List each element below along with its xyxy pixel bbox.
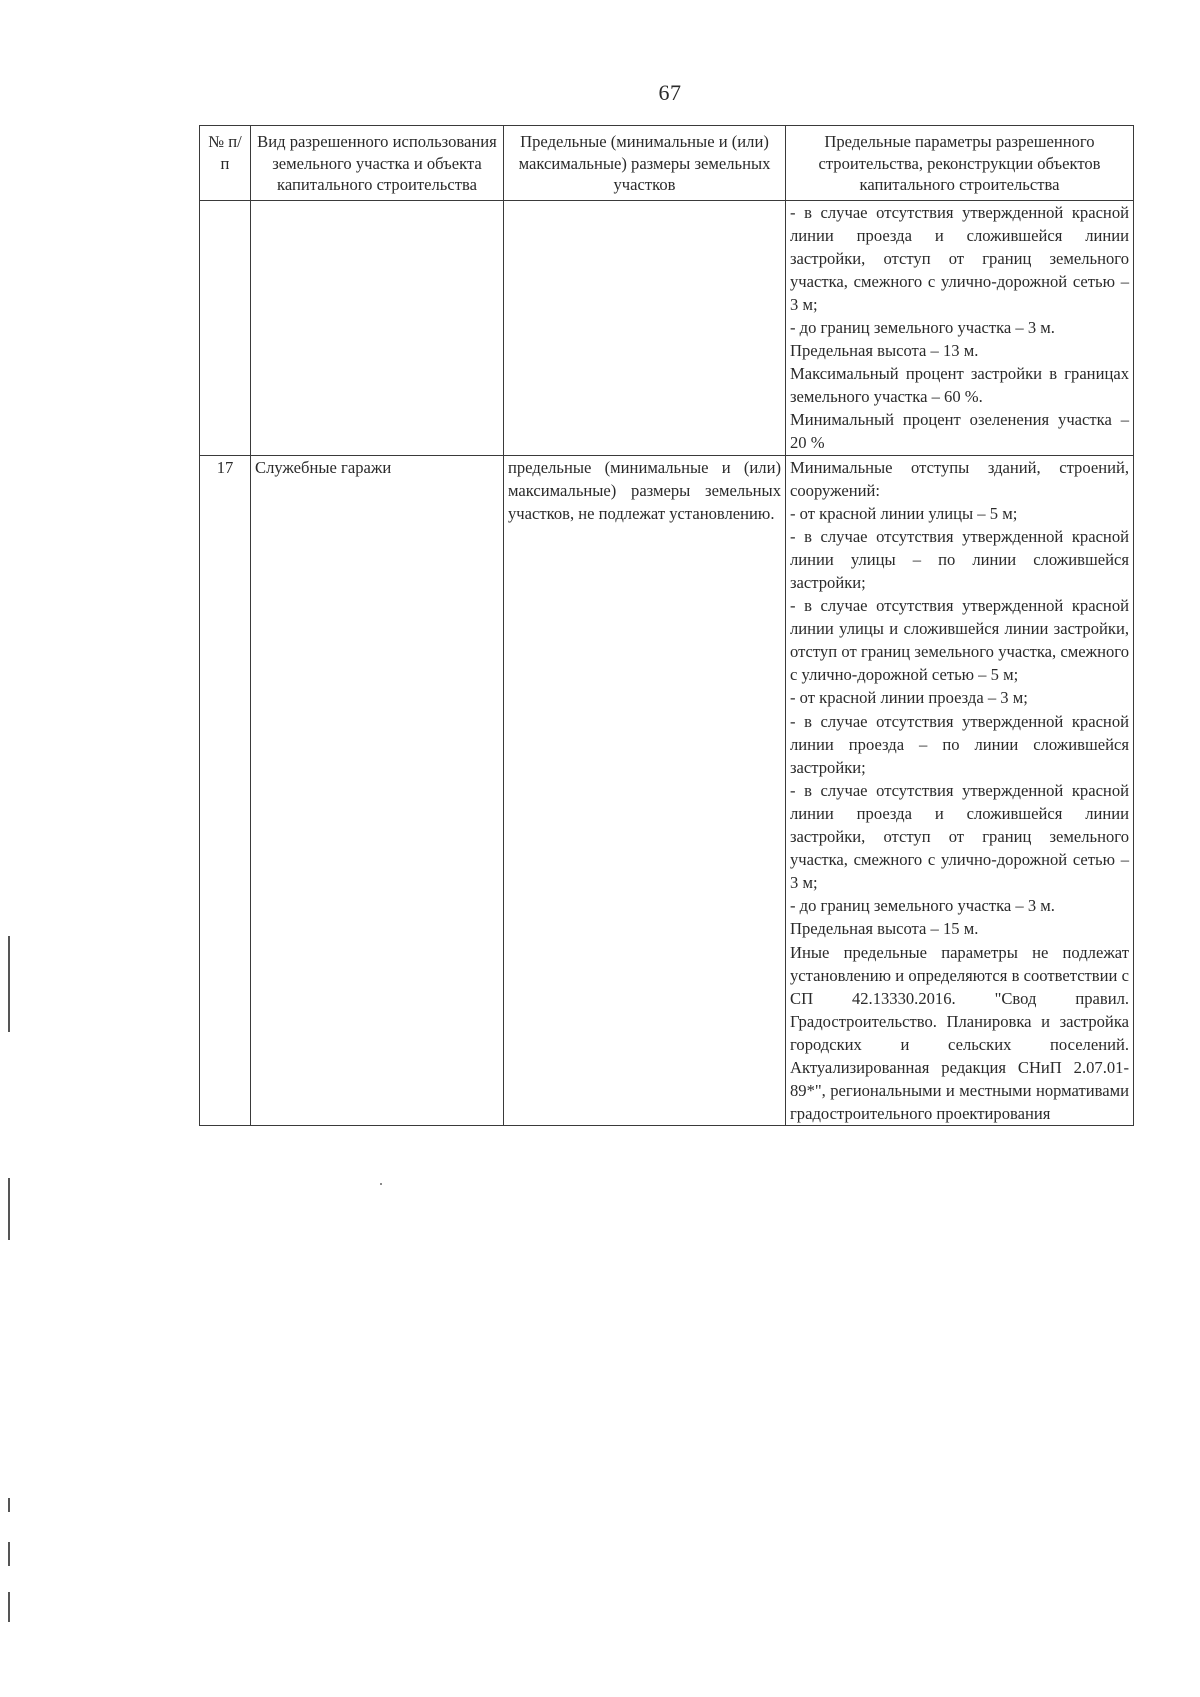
row-construction-params	[786, 200, 1134, 455]
table-header-row	[200, 126, 1134, 201]
table-row	[200, 455, 1134, 1126]
param-line: Максимальный процент застройки в границах земельного участка – 60 %.	[790, 364, 1129, 407]
param-line: Минимальный процент озеленения участка – 20 %	[790, 410, 1129, 453]
param-line: - в случае отсутствия утвержденной красной линии проезда – по линии сложившейся застройки;	[790, 711, 1129, 777]
table-row	[200, 200, 1134, 455]
header-construction-params: Предельные параметры разрешенного строительства, реконструкции объектов капитального строительства	[786, 126, 1134, 201]
param-line: - в случае отсутствия утвержденной красной линии проезда и сложившейся линии застройки, отступ от границ земельного участка, смежного с улично-дорожной сетью – 3 м;	[790, 202, 1129, 314]
param-line: - до границ земельного участка – 3 м.	[790, 896, 1055, 916]
header-number: № п/п	[200, 126, 251, 201]
row-construction-params	[786, 455, 1134, 1126]
page-number: 67	[658, 80, 682, 105]
param-line: - в случае отсутствия утвержденной красной линии улицы и сложившейся линии застройки, отступ от границ земельного участка, смежного с улично-дорожной сетью – 5 м;	[790, 596, 1129, 685]
header-plot-sizes: Предельные (минимальные и (или) максимальные) размеры земельных участков	[504, 126, 786, 201]
scan-speck	[380, 1183, 382, 1185]
param-line: Предельная высота – 13 м.	[790, 341, 979, 361]
param-line: - в случае отсутствия утвержденной красной линии проезда и сложившейся линии застройки, отступ от границ земельного участка, смежного с улично-дорожной сетью – 3 м;	[790, 780, 1129, 893]
scan-artifact-line	[8, 1498, 10, 1512]
zoning-table	[199, 125, 1134, 1126]
scan-artifact-line	[8, 1178, 10, 1240]
row-use-type: Служебные гаражи	[251, 455, 504, 1126]
param-line: - от красной линии проезда – 3 м;	[790, 688, 1028, 708]
scan-artifact-line	[8, 1592, 10, 1622]
scan-artifact-line	[8, 1542, 10, 1566]
param-line: Иные предельные параметры не подлежат установлению и определяются в соответствии с СП 42.13330.2016. "Свод правил. Градостроительство. Планировка и застройка городских и сельских поселений. Актуализированная редакция СНиП 2.07.01-89*", региональными и местными нормативами градостроительного проектирования	[790, 942, 1129, 1124]
param-line: - от красной линии улицы – 5 м;	[790, 503, 1018, 523]
param-line: Минимальные отступы зданий, строений, сооружений:	[790, 457, 1129, 500]
param-line: Предельная высота – 15 м.	[790, 919, 979, 939]
param-line: - до границ земельного участка – 3 м.	[790, 317, 1055, 337]
row-plot-sizes: предельные (минимальные и (или) максимальные) размеры земельных участков, не подлежат установлению.	[504, 455, 786, 1126]
header-use-type: Вид разрешенного использования земельного участка и объекта капитального строительства	[251, 126, 504, 201]
row-use-type	[251, 200, 504, 455]
row-number	[200, 200, 251, 455]
param-line: - в случае отсутствия утвержденной красной линии улицы – по линии сложившейся застройки;	[790, 526, 1129, 592]
scan-artifact-line	[8, 936, 10, 1032]
row-plot-sizes	[504, 200, 786, 455]
row-number: 17	[200, 455, 251, 1126]
